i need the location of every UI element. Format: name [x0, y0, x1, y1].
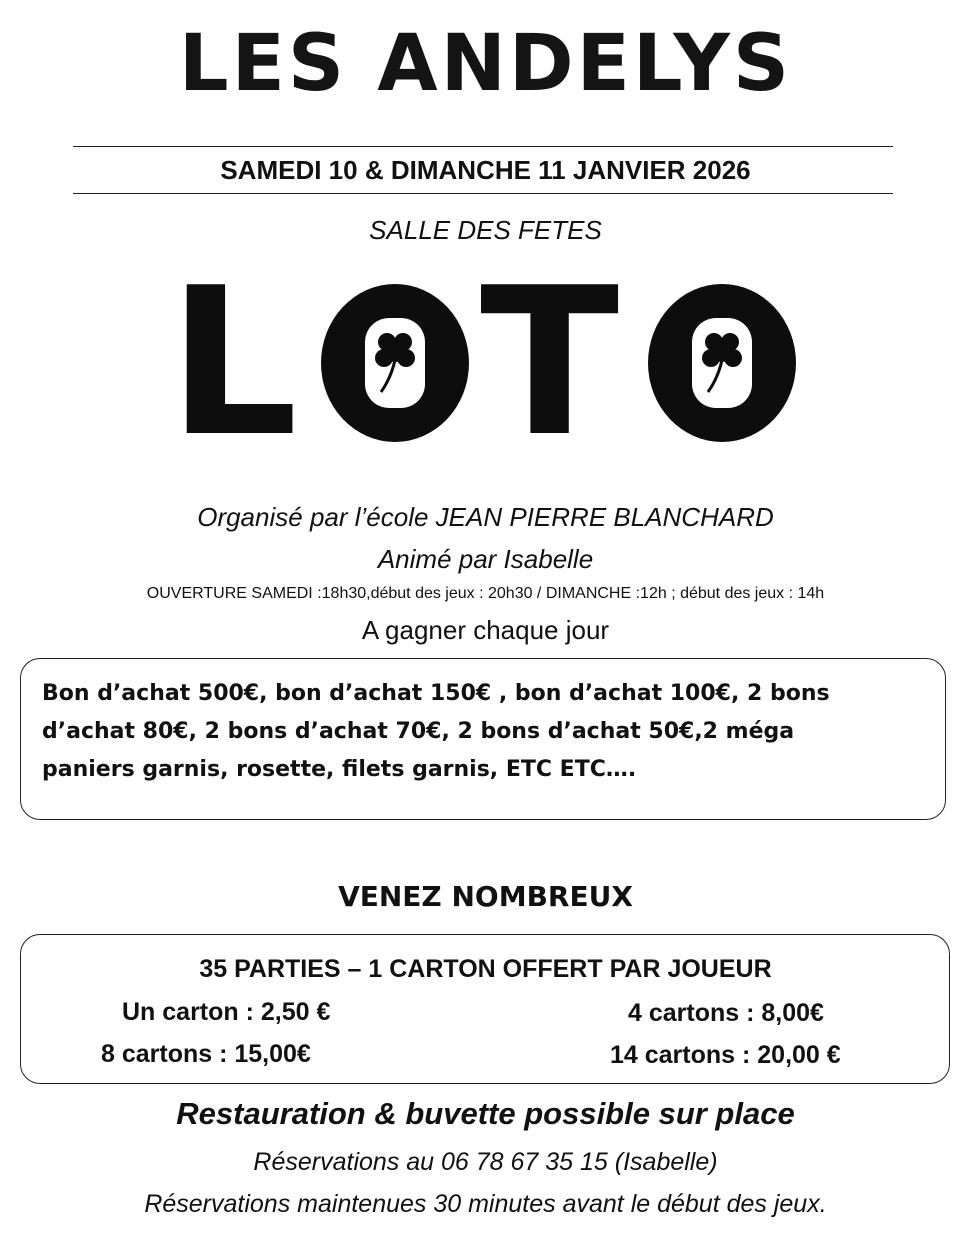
four-leaf-clover-icon: [369, 326, 421, 400]
price-one-carton: Un carton : 2,50 €: [122, 998, 331, 1026]
loto-letter-o-first: [321, 284, 469, 442]
prize-line: d’achat 80€, 2 bons d’achat 70€, 2 bons d’achat 50€,2 méga: [42, 719, 795, 744]
four-leaf-clover-icon: [696, 326, 748, 400]
restauration-text: Restauration & buvette possible sur place: [176, 1096, 795, 1131]
prizes-list: [42, 675, 942, 789]
price-four-cartons: 4 cartons : 8,00€: [628, 999, 824, 1027]
prize-line: paniers garnis, rosette, filets garnis, ETC ETC….: [42, 757, 637, 782]
organizer-text: Organisé par l’école JEAN PIERRE BLANCHARD: [197, 502, 774, 532]
prize-line: Bon d’achat 500€, bon d’achat 150€ , bon d’achat 100€, 2 bons: [42, 681, 830, 706]
host-text: Animé par Isabelle: [377, 544, 594, 574]
prizes-intro: A gagner chaque jour: [361, 615, 610, 645]
loto-heading: [168, 245, 808, 482]
top-divider: [73, 146, 893, 147]
event-dates: SAMEDI 10 & DIMANCHE 11 JANVIER 2026: [220, 155, 751, 185]
opening-hours: OUVERTURE SAMEDI :18h30,début des jeux : 20h30 / DIMANCHE :12h ; début des jeux : 14h: [146, 585, 825, 602]
loto-letter-t: T: [480, 245, 620, 482]
loto-letter-l: L: [168, 245, 298, 482]
bottom-divider: [73, 193, 893, 194]
reservation-phone: Réservations au 06 78 67 35 15 (Isabelle): [253, 1148, 718, 1176]
price-eight-cartons: 8 cartons : 15,00€: [101, 1040, 311, 1068]
price-fourteen-cartons: 14 cartons : 20,00 €: [610, 1041, 841, 1069]
reservation-note: Réservations maintenues 30 minutes avant le début des jeux.: [144, 1190, 827, 1218]
loto-letter-o-second: [648, 284, 796, 442]
page-title: LES ANDELYS: [178, 19, 793, 109]
event-venue: SALLE DES FETES: [369, 215, 602, 245]
venez-nombreux-heading: VENEZ NOMBREUX: [338, 880, 633, 913]
pricing-header: 35 PARTIES – 1 CARTON OFFERT PAR JOUEUR: [199, 955, 772, 983]
